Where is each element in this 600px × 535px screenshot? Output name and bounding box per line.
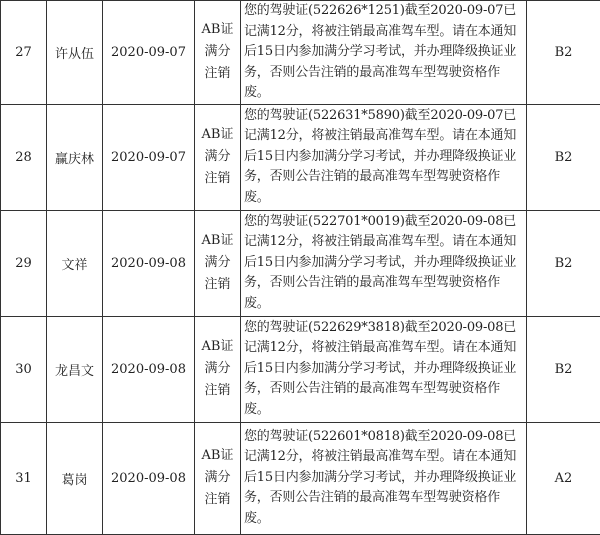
record-date: 2020-09-08 <box>103 316 195 422</box>
license-class: B2 <box>527 210 600 316</box>
table-row <box>1 316 600 422</box>
notice-type: AB证满分注销 <box>195 1 241 105</box>
driver-name: 文祥 <box>47 210 103 316</box>
license-class: B2 <box>527 1 600 105</box>
record-date: 2020-09-07 <box>103 1 195 105</box>
notice-description: 您的驾驶证(522629*3818)截至2020-09-08已记满12分，将被注销最高准驾车型。请在本通知后15日内参加满分学习考试，并办理降级换证业务，否则公告注销的最高准驾车型驾驶资格作废。 <box>241 316 527 422</box>
notice-description: 您的驾驶证(522631*5890)截至2020-09-07已记满12分，将被注销最高准驾车型。请在本通知后15日内参加满分学习考试，并办理降级换证业务，否则公告注销的最高准驾车型驾驶资格作废。 <box>241 104 527 210</box>
row-number: 29 <box>1 210 47 316</box>
table-row <box>1 104 600 210</box>
notice-type: AB证满分注销 <box>195 210 241 316</box>
row-number: 30 <box>1 316 47 422</box>
record-date: 2020-09-08 <box>103 422 195 534</box>
notice-type: AB证满分注销 <box>195 316 241 422</box>
table-row <box>1 1 600 105</box>
notice-type: AB证满分注销 <box>195 422 241 534</box>
license-class: B2 <box>527 104 600 210</box>
record-date: 2020-09-08 <box>103 210 195 316</box>
driver-name: 赢庆林 <box>47 104 103 210</box>
license-class: B2 <box>527 316 600 422</box>
record-date: 2020-09-07 <box>103 104 195 210</box>
notice-description: 您的驾驶证(522701*0019)截至2020-09-08已记满12分，将被注销最高准驾车型。请在本通知后15日内参加满分学习考试，并办理降级换证业务，否则公告注销的最高准驾车型驾驶资格作废。 <box>241 210 527 316</box>
notice-description: 您的驾驶证(522601*0818)截至2020-09-08已记满12分，将被注销最高准驾车型。请在本通知后15日内参加满分学习考试，并办理降级换证业务，否则公告注销的最高准驾车型驾驶资格作废。 <box>241 422 527 534</box>
table-row <box>1 422 600 534</box>
notice-type: AB证满分注销 <box>195 104 241 210</box>
row-number: 31 <box>1 422 47 534</box>
row-number: 28 <box>1 104 47 210</box>
row-number: 27 <box>1 1 47 105</box>
driver-name: 许从伍 <box>47 1 103 105</box>
notice-description: 您的驾驶证(522626*1251)截至2020-09-07已记满12分，将被注销最高准驾车型。请在本通知后15日内参加满分学习考试，并办理降级换证业务，否则公告注销的最高准驾车型驾驶资格作废。 <box>241 1 527 105</box>
license-class: A2 <box>527 422 600 534</box>
table-row <box>1 210 600 316</box>
driver-name: 龙昌文 <box>47 316 103 422</box>
driver-name: 葛岗 <box>47 422 103 534</box>
